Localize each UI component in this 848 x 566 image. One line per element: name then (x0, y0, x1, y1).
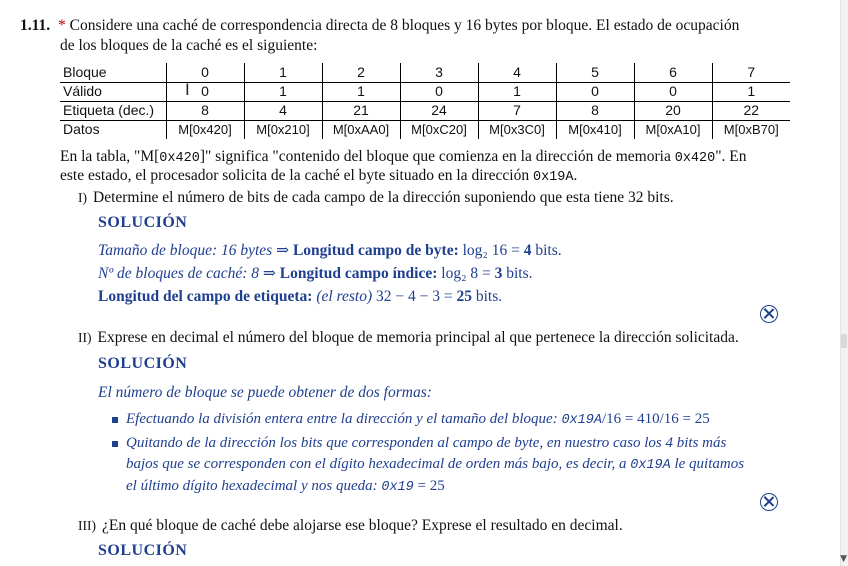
table-cell: 0 (166, 63, 244, 82)
table-row-tag (60, 101, 790, 120)
table-cell: 1 (244, 63, 322, 82)
math-span: = 25 (413, 478, 445, 494)
text-span: Quitando de la dirección los bits que corresponden al campo de byte, en nuestro caso los 4 bits más (126, 435, 727, 451)
question-text: ¿En qué bloque de caché debe alojarse ese bloque? Exprese el resultado en decimal. (101, 517, 623, 534)
list-item (112, 409, 792, 431)
table-cell: 7 (478, 101, 556, 120)
table-cell: 21 (322, 101, 400, 120)
table-cell: M[0xAA0] (322, 120, 400, 139)
bullet-icon (112, 417, 118, 423)
math-span: log₂ 8 = (441, 265, 495, 282)
solution-line-byte (98, 240, 798, 262)
code-span: 0x19A (561, 413, 602, 428)
vertical-scrollbar[interactable] (840, 0, 848, 566)
table-cell: 1 (478, 82, 556, 101)
question-1 (78, 188, 818, 208)
exercise-intro-line1: Considere una caché de correspondencia directa de 8 bloques y 16 bytes por bloque. El estado de ocupación (69, 17, 740, 34)
table-cell: 4 (478, 63, 556, 82)
table-cell: M[0xB70] (712, 120, 790, 139)
list-item-continuation (112, 454, 792, 476)
code-span: 0x19A (532, 170, 574, 185)
text-span: Nº de bloques de caché: 8 ⇒ (98, 265, 280, 282)
solution-label-1: SOLUCIÓN (98, 214, 188, 231)
text-span: bits. (471, 288, 503, 305)
question-number: I) (78, 190, 87, 205)
math-span: 32 − 4 − 3 = (376, 288, 457, 305)
value-span: 25 (456, 288, 472, 305)
question-number: II) (78, 330, 92, 345)
text-span: Longitud campo de byte: (292, 242, 463, 259)
math-span: /16 = 410/16 = 25 (601, 411, 710, 427)
code-span: 0x19A (630, 458, 671, 473)
scroll-down-arrow-icon[interactable]: ▼ (840, 554, 847, 564)
bullet-icon (112, 441, 118, 447)
cache-state-table (60, 63, 790, 139)
value-span: 4 (523, 242, 532, 259)
table-cell: 0 (400, 82, 478, 101)
text-span: bits. (531, 242, 562, 259)
text-span: este estado, el procesador solicita de la caché el byte situado en la dirección (60, 167, 533, 184)
end-of-solution-icon (760, 305, 778, 323)
code-span: 0x19 (381, 480, 414, 495)
table-cell: 0 (166, 82, 244, 101)
text-span: Efectuando la división entera entre la dirección y el tamaño del bloque: (126, 411, 562, 427)
solution-intro: El número de bloque se puede obtener de dos formas: (98, 384, 432, 401)
solution-label-3: SOLUCIÓN (98, 542, 188, 559)
value-span: 3 (494, 265, 503, 282)
table-cell: 1 (244, 82, 322, 101)
question-2 (78, 328, 818, 348)
table-cell: 24 (400, 101, 478, 120)
text-cursor-icon: I (185, 80, 190, 99)
table-cell: 5 (556, 63, 634, 82)
question-text: Determine el número de bits de cada campo de la dirección suponiendo que esta tiene 32 bits. (93, 189, 674, 206)
text-span: Longitud del campo de etiqueta: (98, 288, 317, 305)
question-3 (78, 516, 818, 536)
text-span: ". En (715, 148, 747, 165)
explanation-line2 (60, 166, 820, 188)
code-span: 0x420 (159, 151, 200, 166)
text-span: el último dígito hexadecimal y nos queda: (126, 478, 382, 494)
table-cell: 3 (400, 63, 478, 82)
solution-line-tag (98, 286, 798, 308)
table-cell: 6 (634, 63, 712, 82)
table-row-valid (60, 82, 790, 101)
table-cell: 2 (322, 63, 400, 82)
table-row-blocks (60, 63, 790, 82)
math-span: log₂ 16 = (462, 242, 524, 259)
text-span: . (573, 167, 578, 184)
text-span: bits. (502, 265, 533, 282)
text-span: Tamaño de bloque: 16 bytes ⇒ (98, 242, 293, 259)
exercise-header (20, 16, 820, 36)
table-cell: 0 (634, 82, 712, 101)
scrollbar-thumb[interactable] (841, 334, 847, 348)
end-of-solution-icon (760, 493, 778, 511)
table-cell: 4 (244, 101, 322, 120)
table-cell: 0 (556, 82, 634, 101)
question-number: III) (78, 518, 96, 533)
table-cell: M[0xA10] (634, 120, 712, 139)
table-cell: M[0x410] (556, 120, 634, 139)
table-cell: M[0x210] (244, 120, 322, 139)
exercise-number: 1.11. (20, 17, 51, 34)
text-span: (el resto) (316, 288, 376, 305)
text-span: En la tabla, "M[ (60, 148, 160, 165)
exercise-intro-line2: de los bloques de la caché es el siguiente: (60, 37, 318, 54)
exercise-star: * (58, 17, 66, 34)
solution-line-index (98, 263, 798, 285)
list-item (112, 433, 792, 498)
text-span: ]" significa "contenido del bloque que comienza en la dirección de memoria (199, 148, 675, 165)
table-cell: 7 (712, 63, 790, 82)
text-span: Longitud campo índice: (279, 265, 442, 282)
table-cell: 20 (634, 101, 712, 120)
row-label: Datos (60, 120, 166, 139)
code-span: 0x420 (674, 151, 716, 166)
table-cell: 22 (712, 101, 790, 120)
solution-label-2: SOLUCIÓN (98, 355, 188, 372)
table-cell: M[0x3C0] (478, 120, 556, 139)
table-cell: 1 (322, 82, 400, 101)
text-span: le quitamos (670, 456, 745, 472)
table-cell: 1 (712, 82, 790, 101)
table-cell: M[0xC20] (400, 120, 478, 139)
question-text: Exprese en decimal el número del bloque de memoria principal al que pertenece la dirección solicitada. (97, 329, 739, 346)
table-cell: 8 (556, 101, 634, 120)
table-row-data (60, 120, 790, 139)
row-label: Válido (60, 82, 166, 101)
text-span: bajos que se corresponden con el dígito hexadecimal de orden más bajo, es decir, a (126, 456, 631, 472)
row-label: Bloque (60, 63, 166, 82)
table-cell: M[0x420] (166, 120, 244, 139)
list-item-continuation (112, 476, 792, 498)
table-cell: 8 (166, 101, 244, 120)
row-label: Etiqueta (dec.) (60, 101, 166, 120)
